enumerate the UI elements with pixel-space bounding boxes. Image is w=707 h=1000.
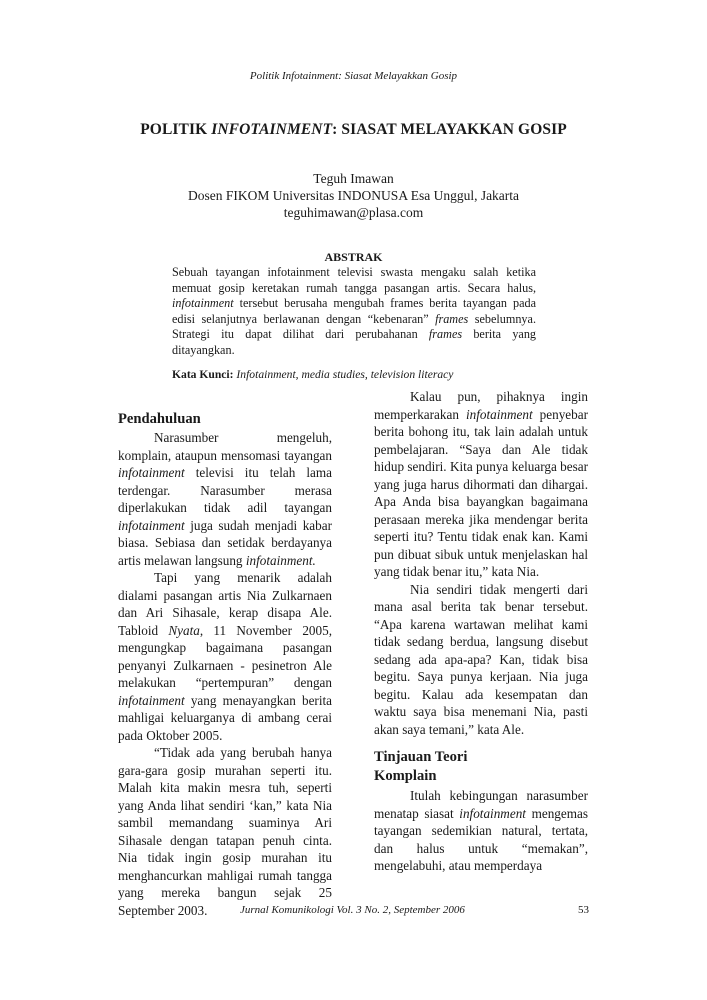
paragraph: Nia sendiri tidak mengerti dari mana asal berita tak benar tersebut. “Apa karena wartawan melihat kami tidak sedang berdua, langsung disebut sedang ada apa-apa? Kan, tidak bisa begitu. Saya punya kerjaan. Nia juga begitu. Kalau ada kesempatan dan waktu saya bisa menemani Nia, pasti akan saya temani,” kata Ale. [374,581,588,737]
title-italic-part: INFOTAINMENT [211,121,333,138]
paragraph: Narasumber mengeluh, komplain, ataupun mensomasi tayangan infotainment televisi itu telah lama terdengar. Narasumber merasa diperlakukan tidak adil tayangan infotainment juga sudah menjadi kabar biasa. Sebiasa dan setidak berdayanya artis melawan langsung infotainment. [118,430,332,568]
keywords-label: Kata Kunci: [172,368,234,381]
author-affiliation: Dosen FIKOM Universitas INDONUSA Esa Unggul, Jakarta [187,188,520,203]
keywords [172,368,536,381]
paragraph: Itulah kebingungan narasumber menatap siasat infotainment mengemas tayangan sedemikian natural, tertata, dan halus untuk “memakan”, mengelabuhi, atau memperdaya [374,788,588,873]
section-spacer [374,738,588,748]
paragraph: Kalau pun, pihaknya ingin memperkarakan infotainment penyebar berita bohong itu, tak lain adalah untuk pembelajaran. “Saya dan Ale tidak hidup sendiri. Kita punya keluarga besar yang juga harus dihormati dan dihargai. Apa Anda bisa bayangkan bagaimana perasaan mereka jika mendengar berita seperti itu? Tentu tidak enak kan. Kami pun dibuat sibuk untuk menjelaskan hal yang tidak benar itu,” kata Nia. [374,389,588,579]
title-part-1: POLITIK [140,121,212,138]
title-part-2: : SIASAT MELAYAKKAN GOSIP [332,121,567,138]
article-title [0,121,707,139]
keywords-terms: Infotainment, media studies, television literacy [236,368,454,381]
author-email[interactable]: teguhimawan@plasa.com [283,205,424,220]
section-heading-tinjauan-teori: Tinjauan Teori [374,749,468,765]
left-column [118,410,332,919]
subsection-heading-komplain: Komplain [374,768,437,784]
journal-footer: Jurnal Komunikologi Vol. 3 No. 2, September 2006 [240,904,465,916]
paragraph: “Tidak ada yang berubah hanya gara-gara gosip murahan seperti itu. Malah kita makin mesra tuh, seperti yang Anda lihat sendiri ‘kan,” kata Nia sambil memandang suaminya Ari Sihasale dengan tatapan penuh cinta. Nia tidak ingin gosip murahan itu menghancurkan mahligai rumah tangga yang mereka bangun sejak 25 September 2003. [118,745,332,918]
author-name: Teguh Imawan [313,171,394,186]
running-head: Politik Infotainment: Siasat Melayakkan Gosip [249,70,458,82]
paragraph: Tapi yang menarik adalah dialami pasangan artis Nia Zulkarnaen dan Ari Sihasale, kerap disapa Ale. Tabloid Nyata, 11 November 2005, mengungkap bagaimana pasangan penyanyi Zulkarnaen - pesinetron Ale melakukan “pertempuran” dengan infotainment yang menayangkan berita mahligai keluarganya di ambang cerai pada Oktober 2005. [118,570,332,743]
author-block [0,170,707,221]
section-heading-pendahuluan: Pendahuluan [118,411,201,427]
right-column [374,388,588,875]
abstract-text: Sebuah tayangan infotainment televisi swasta mengaku salah ketika memuat gosip keretakan rumah tangga pasangan artis. Secara halus, infotainment tersebut berusaha mengubah frames berita tayangan pada edisi selanjutnya berlawanan dengan “kebenaran” frames sebelumnya. Strategi itu dapat dilihat dari perubahanan frames berita yang ditayangkan. [172,265,537,357]
page-number: 53 [578,904,589,916]
abstract-heading: ABSTRAK [324,250,383,264]
